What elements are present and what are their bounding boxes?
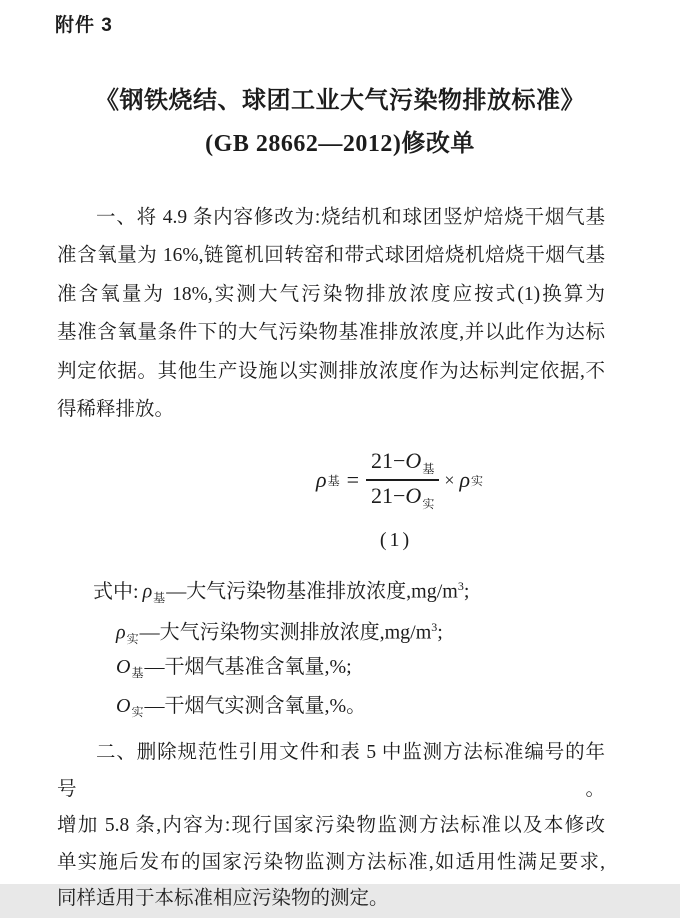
paragraph-line: 准含氧量为 18%,实测大气污染物排放浓度应按式(1)换算为 bbox=[57, 283, 605, 305]
definition-text: —干烟气实测含氧量,%。 bbox=[144, 695, 367, 717]
unit-superscript: 3 bbox=[431, 620, 438, 634]
definition-text: —干烟气基准含氧量,%; bbox=[144, 656, 352, 678]
definition-oxygen-measured bbox=[116, 692, 366, 726]
numerator-prefix: 21− bbox=[371, 448, 406, 473]
definition-subscript: 实 bbox=[126, 631, 139, 646]
definition-tail: ; bbox=[463, 580, 470, 603]
fraction bbox=[366, 448, 439, 512]
unit-superscript: 3 bbox=[457, 579, 464, 593]
paragraph-line: 增加 5.8 条,内容为:现行国家污染物监测方法标准以及本修改 bbox=[57, 815, 605, 837]
paragraph-line: 准含氧量为 16%,链篦机回转窑和带式球团焙烧机焙烧干烟气基 bbox=[57, 245, 605, 267]
title-line-2: (GB 28662—2012)修改单 bbox=[205, 131, 475, 157]
definition-subscript: 基 bbox=[153, 590, 166, 605]
definition-subscript: 实 bbox=[131, 705, 144, 719]
equation-number: (1) bbox=[379, 529, 413, 551]
definition-text: —大气污染物基准排放浓度,mg/m bbox=[166, 580, 458, 603]
paragraph-line: 一、将 4.9 条内容修改为:烧结机和球团竖炉焙烧干烟气基 bbox=[96, 207, 605, 228]
attachment-label: 附件 3 bbox=[55, 15, 113, 36]
paragraph-clause-1 bbox=[57, 199, 605, 429]
formula-lhs-symbol: ρ bbox=[316, 467, 327, 492]
definition-symbol: O bbox=[116, 695, 131, 717]
numerator-symbol: O bbox=[405, 448, 422, 473]
formula-rhs-subscript: 实 bbox=[471, 473, 484, 488]
paragraph-line: 判定依据。其他生产设施以实测排放浓度作为达标判定依据,不 bbox=[57, 360, 605, 382]
numerator-subscript: 基 bbox=[422, 462, 435, 476]
paragraph-line: 基准含氧量条件下的大气污染物基准排放浓度,并以此作为达标 bbox=[57, 322, 605, 344]
paragraph-line: 得稀释排放。 bbox=[57, 399, 175, 421]
denominator-symbol: O bbox=[405, 483, 422, 508]
definition-symbol: O bbox=[116, 656, 131, 678]
definition-tail: ; bbox=[437, 621, 443, 644]
definition-text: —大气污染物实测排放浓度,mg/m bbox=[139, 621, 432, 644]
paragraph-line: 二、删除规范性引用文件和表 5 中监测方法标准编号的年号。 bbox=[57, 742, 605, 800]
definition-rho-measured bbox=[116, 613, 443, 653]
definition-symbol: ρ bbox=[142, 580, 153, 603]
definition-subscript: 基 bbox=[131, 666, 144, 680]
paragraph-line: 单实施后发布的国家污染物监测方法标准,如适用性满足要求, bbox=[57, 851, 605, 873]
fraction-numerator bbox=[366, 448, 439, 479]
equals-sign: = bbox=[346, 467, 359, 492]
where-label: 式中: bbox=[93, 580, 139, 603]
paragraph-line: 同样适用于本标准相应污染物的测定。 bbox=[57, 888, 389, 910]
document-title bbox=[0, 80, 680, 166]
fraction-denominator bbox=[366, 479, 439, 512]
denominator-prefix: 21− bbox=[371, 483, 406, 508]
title-line-1: 《钢铁烧结、球团工业大气污染物排放标准》 bbox=[95, 88, 585, 114]
oxygen-conversion-formula bbox=[316, 446, 483, 514]
definition-symbol: ρ bbox=[116, 621, 126, 644]
denominator-subscript: 实 bbox=[422, 497, 435, 511]
definition-oxygen-base bbox=[116, 653, 352, 687]
multiplication-sign: × bbox=[444, 469, 455, 490]
formula-lhs-subscript: 基 bbox=[327, 473, 340, 488]
formula-rhs-symbol: ρ bbox=[459, 467, 471, 492]
paragraph-clause-2 bbox=[57, 735, 605, 918]
definition-rho-base bbox=[93, 572, 469, 612]
